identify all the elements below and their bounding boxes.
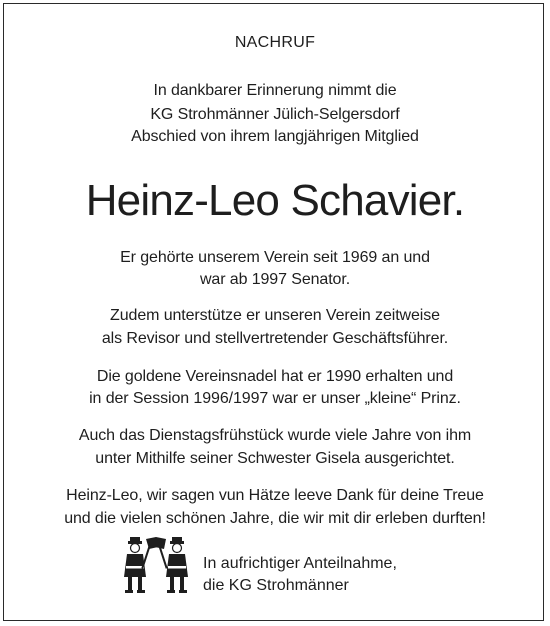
signature-line-2: die KG Strohmänner bbox=[203, 577, 349, 594]
strohmann-figure-left-icon bbox=[124, 537, 158, 593]
paragraph-1-line-1: Er gehörte unserem Verein seit 1969 an und bbox=[120, 249, 430, 266]
notice-heading: NACHRUF bbox=[234, 34, 316, 51]
intro-line-2: KG Strohmänner Jülich-Selgersdorf bbox=[150, 106, 400, 123]
paragraph-4-line-1: Auch das Dienstagsfrühstück wurde viele Jahre von ihm bbox=[78, 427, 472, 444]
paragraph-3-line-1: Die goldene Vereinsnadel hat er 1990 erhalten und bbox=[96, 368, 454, 385]
intro-line-1: In dankbarer Erinnerung nimmt die bbox=[153, 82, 397, 99]
paragraph-3-line-2: in der Session 1996/1997 war er unser „kleine“ Prinz. bbox=[89, 390, 461, 407]
paragraph-5-line-2: und die vielen schönen Jahre, die wir mit dir erleben durften! bbox=[64, 510, 486, 527]
deceased-name: Heinz-Leo Schavier. bbox=[85, 176, 465, 225]
intro-line-3: Abschied von ihrem langjährigen Mitglied bbox=[131, 128, 419, 145]
paragraph-2-line-2: als Revisor und stellvertretender Geschäftsführer. bbox=[101, 330, 449, 347]
paragraph-1-line-2: war ab 1997 Senator. bbox=[199, 271, 351, 288]
paragraph-2-line-1: Zudem unterstütze er unseren Verein zeitweise bbox=[110, 307, 440, 324]
signature-line-1: In aufrichtiger Anteilnahme, bbox=[203, 555, 397, 572]
paragraph-4-line-2: unter Mithilfe seiner Schwester Gisela ausgerichtet. bbox=[95, 450, 455, 467]
strohmann-figure-right-icon bbox=[155, 537, 188, 593]
paragraph-5-line-1: Heinz-Leo, wir sagen vun Hätze leeve Dank für deine Treue bbox=[66, 487, 484, 504]
club-logo-strohmaenner-figures-icon bbox=[118, 537, 198, 599]
